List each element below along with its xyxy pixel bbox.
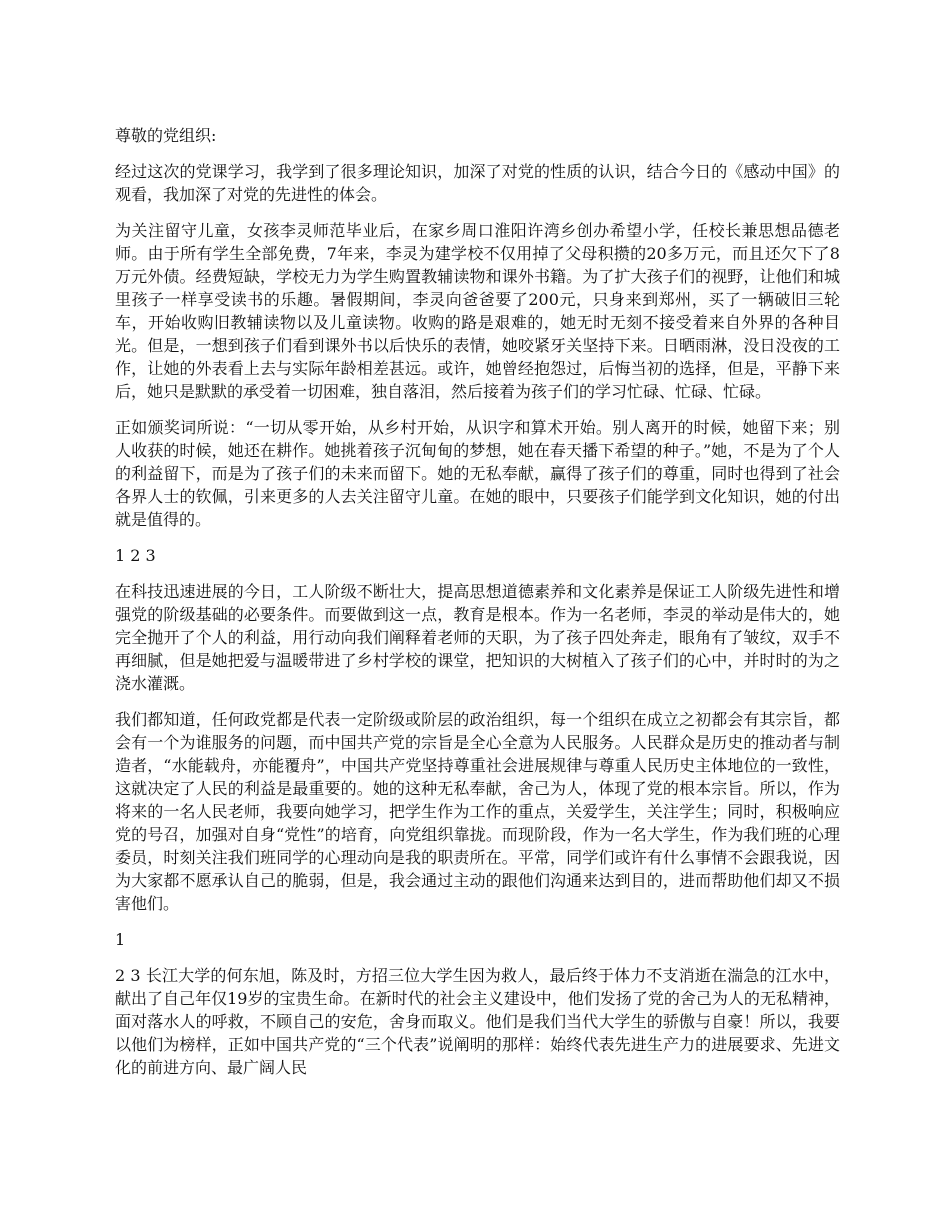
paragraph: 经过这次的党课学习，我学到了很多理论知识，加深了对党的性质的认识，结合今日的《感动中国》的观看，我加深了对党的先进性的体会。 <box>115 162 840 204</box>
paragraph: 正如颁奖词所说：“一切从零开始，从乡村开始，从识字和算术开始。别人离开的时候，她留下来；别人收获的时候，她还在耕作。她挑着孩子沉甸甸的梦想，她在春天播下希望的种子。”她，不是为了个人的利益留下，而是为了孩子们的未来而留下。她的无私奉献，赢得了孩子们的尊重，同时也得到了社会各界人士的钦佩，引来更多的人去关注留守儿童。在她的眼中，只要孩子们能学到文化知识，她的付出就是值得的。 <box>115 418 840 529</box>
paragraph: 为关注留守儿童，女孩李灵师范毕业后，在家乡周口淮阳许湾乡创办希望小学，任校长兼思想品德老师。由于所有学生全部免费，7年来，李灵为建学校不仅用掉了父母积攒的20多万元，而且还欠下了8万元外债。经费短缺，学校无力为学生购置教辅读物和课外书籍。为了扩大孩子们的视野，让他们和城里孩子一样享受读书的乐趣。暑假期间，李灵向爸爸要了200元，只身来到郑州，买了一辆破旧三轮车，开始收购旧教辅读物以及儿童读物。收购的路是艰难的，她无时无刻不接受着来自外界的各种目光。但是，一想到孩子们看到课外书以后快乐的表情，她咬紧牙关坚持下来。日晒雨淋，没日没夜的工作，让她的外表看上去与实际年龄相差甚远。或许，她曾经抱怨过，后悔当初的选择，但是，平静下来后，她只是默默的承受着一切困难，独自落泪，然后接着为孩子们的学习忙碌、忙碌、忙碌。 <box>115 221 840 401</box>
salutation: 尊敬的党组织: <box>115 126 217 145</box>
page-number-marker: 1 <box>115 930 126 949</box>
document-body <box>115 124 840 1092</box>
paragraph: 在科技迅速进展的今日，工人阶级不断壮大，提高思想道德素养和文化素养是保证工人阶级先进性和增强党的阶级基础的必要条件。而要做到这一点，教育是根本。作为一名老师，李灵的举动是伟大的，她完全抛开了个人的利益，用行动向我们阐释着老师的天职，为了孩子四处奔走，眼角有了皱纹，双手不再细腻，但是她把爱与温暖带进了乡村学校的课堂，把知识的大树植入了孩子们的心中，并时时的为之浇水灌溉。 <box>115 582 840 693</box>
paragraph: 我们都知道，任何政党都是代表一定阶级或阶层的政治组织，每一个组织在成立之初都会有其宗旨，都会有一个为谁服务的问题，而中国共产党的宗旨是全心全意为人民服务。人民群众是历史的推动者与制造者，“水能载舟，亦能覆舟”，中国共产党坚持尊重社会进展规律与尊重人民历史主体地位的一致性，这就决定了人民的利益是最重要的。她的这种无私奉献，舍己为人，体现了党的根本宗旨。所以，作为将来的一名人民老师，我要向她学习，把学生作为工作的重点，关爱学生，关注学生；同时，积极响应党的号召，加强对自身“党性”的培育，向党组织靠拢。而现阶段，作为一名大学生，作为我们班的心理委员，时刻关注我们班同学的心理动向是我的职责所在。平常，同学们或许有什么事情不会跟我说，因为大家都不愿承认自己的脆弱，但是，我会通过主动的跟他们沟通来达到目的，进而帮助他们却又不损害他们。 <box>115 710 840 913</box>
page-number-marker: 1 2 3 <box>115 546 156 565</box>
paragraph: 2 3 长江大学的何东旭，陈及时，方招三位大学生因为救人，最后终于体力不支消逝在湍急的江水中，献出了自己年仅19岁的宝贵生命。在新时代的社会主义建设中，他们发扬了党的舍己为人的无私精神，面对落水人的呼救，不顾自己的安危，舍身而取义。他们是我们当代大学生的骄傲与自豪！所以，我要以他们为榜样，正如中国共产党的“三个代表”说阐明的那样：始终代表先进生产力的进展要求、先进文化的前进方向、最广阔人民 <box>115 966 840 1077</box>
